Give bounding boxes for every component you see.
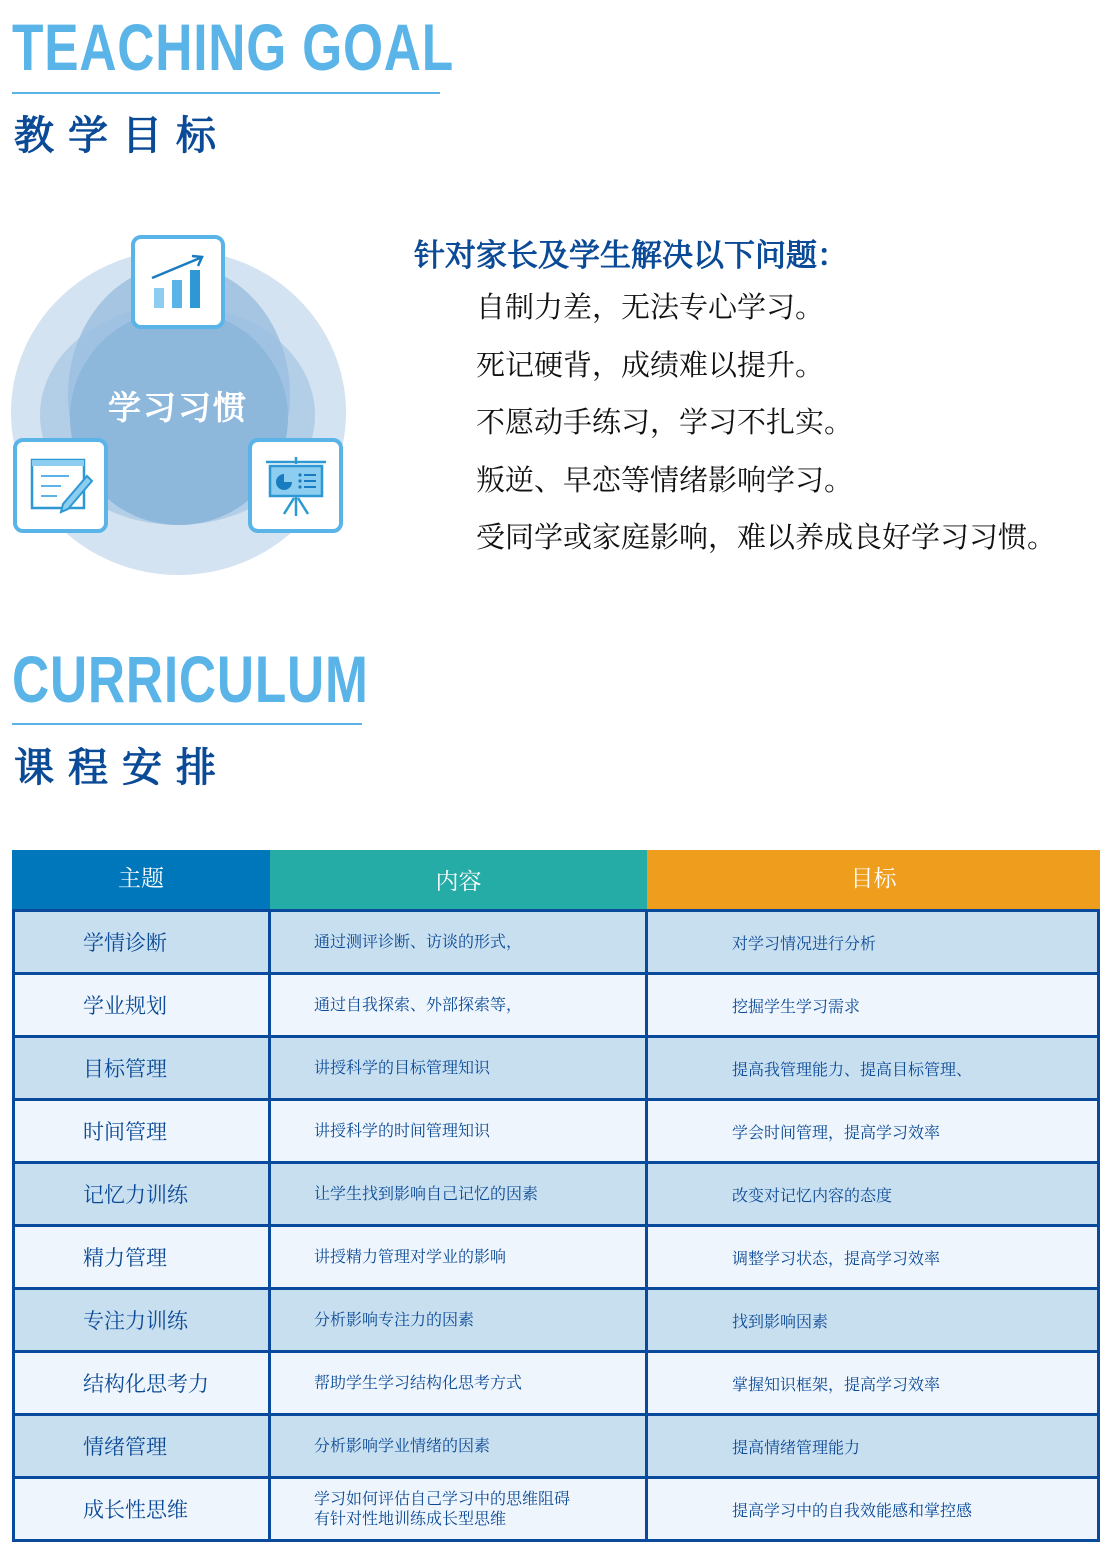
table-row [15, 1353, 1097, 1416]
table-row [15, 1290, 1097, 1353]
cell-content-line: 学习如何评估自己学习中的思维阻碍 [314, 1489, 571, 1508]
cell-goal: 挖掘学生学习需求 [732, 996, 861, 1016]
cell-content [271, 1479, 648, 1539]
header-topic: 主题 [12, 850, 270, 909]
table-row [15, 1479, 1097, 1539]
cell-content-line: 有针对性地训练成长型思维 [314, 1509, 507, 1528]
cell-goal: 学会时间管理，提高学习效率 [732, 1122, 941, 1142]
cell-topic: 时间管理 [15, 1101, 271, 1161]
title-divider [12, 92, 440, 94]
curriculum-table [12, 850, 1100, 1542]
table-row [15, 1164, 1097, 1227]
cell-topic: 学情诊断 [15, 912, 271, 972]
diagram-center-label: 学习习惯 [108, 388, 248, 427]
table-row [15, 1038, 1097, 1101]
cell-goal: 掌握知识框架，提高学习效率 [732, 1374, 941, 1394]
cell-goal: 提高我管理能力、提高目标管理、 [732, 1059, 973, 1079]
table-row [15, 912, 1097, 975]
header-goal: 目标 [647, 850, 1100, 909]
cell-goal: 改变对记忆内容的态度 [732, 1185, 893, 1205]
cell-topic: 学业规划 [15, 975, 271, 1035]
section-title-en-teaching-goal: TEACHING GOAL [12, 10, 454, 84]
cell-goal: 提高学习中的自我效能感和掌控感 [732, 1500, 973, 1520]
cell-topic: 目标管理 [15, 1038, 271, 1098]
bar-chart-growth-icon [131, 235, 225, 329]
learning-habit-diagram [0, 225, 360, 585]
cell-content: 讲授精力管理对学业的影响 [271, 1227, 648, 1287]
cell-topic: 精力管理 [15, 1227, 271, 1287]
section-title-cn-curriculum: 课程安排 [14, 745, 230, 791]
problem-item: 叛逆、早恋等情绪影响学习。 [476, 462, 854, 497]
cell-content: 讲授科学的目标管理知识 [271, 1038, 648, 1098]
section-title-en-curriculum: CURRICULUM [12, 642, 369, 716]
cell-content: 让学生找到影响自己记忆的因素 [271, 1164, 648, 1224]
table-row [15, 1101, 1097, 1164]
table-header [12, 850, 1100, 909]
presentation-board-icon [248, 438, 343, 533]
table-body [12, 909, 1100, 1542]
cell-content: 帮助学生学习结构化思考方式 [271, 1353, 648, 1413]
cell-topic: 成长性思维 [15, 1479, 271, 1539]
cell-topic: 情绪管理 [15, 1416, 271, 1476]
cell-content: 通过测评诊断、访谈的形式， [271, 912, 648, 972]
problem-item: 不愿动手练习，学习不扎实。 [476, 405, 854, 439]
problems-heading: 针对家长及学生解决以下问题： [414, 238, 848, 274]
cell-content: 讲授科学的时间管理知识 [271, 1101, 648, 1161]
section-title-cn-teaching-goal: 教学目标 [14, 113, 230, 159]
cell-content: 通过自我探索、外部探索等， [271, 975, 648, 1035]
cell-topic: 记忆力训练 [15, 1164, 271, 1224]
cell-goal: 找到影响因素 [732, 1311, 829, 1331]
title-divider [12, 723, 362, 725]
problem-item: 死记硬背，成绩难以提升。 [476, 347, 825, 382]
problem-item: 受同学或家庭影响，难以养成良好学习习惯。 [476, 520, 1057, 554]
table-row [15, 1227, 1097, 1290]
header-content: 内容 [270, 850, 647, 909]
cell-goal: 调整学习状态，提高学习效率 [732, 1248, 941, 1268]
table-row [15, 1416, 1097, 1479]
cell-topic: 结构化思考力 [15, 1353, 271, 1413]
cell-topic: 专注力训练 [15, 1290, 271, 1350]
cell-goal: 提高情绪管理能力 [732, 1437, 861, 1457]
cell-goal: 对学习情况进行分析 [732, 933, 877, 953]
problem-item: 自制力差，无法专心学习。 [476, 290, 825, 324]
cell-content: 分析影响专注力的因素 [271, 1290, 648, 1350]
problem-list [476, 287, 1056, 575]
cell-content: 分析影响学业情绪的因素 [271, 1416, 648, 1476]
document-pencil-icon [13, 438, 108, 533]
table-row [15, 975, 1097, 1038]
